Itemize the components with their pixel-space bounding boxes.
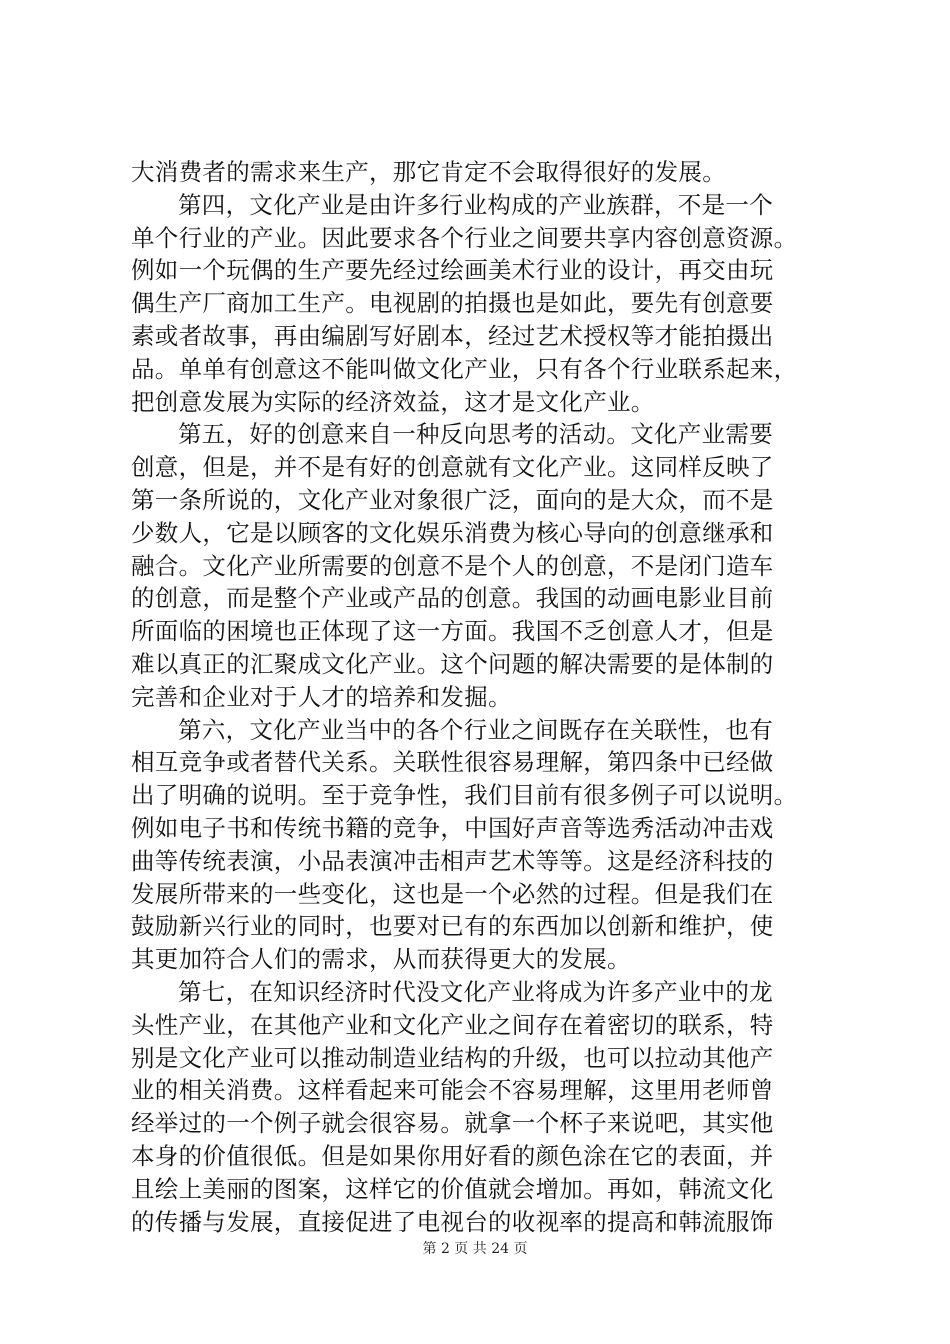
text-line: 别是文化产业可以推动制造业结构的升级，也可以拉动其他产 (131, 1043, 774, 1072)
text-line: 出了明确的说明。至于竞争性，我们目前有很多例子可以说明。 (131, 781, 798, 810)
paragraph-start-line: 第七，在知识经济时代没文化产业将成为许多产业中的龙 (178, 977, 773, 1006)
body-text (131, 156, 831, 1238)
text-line: 的传播与发展，直接促进了电视台的收视率的提高和韩流服饰 (131, 1207, 774, 1236)
paragraph-start-line: 第四，文化产业是由许多行业构成的产业族群，不是一个 (178, 190, 773, 219)
text-line: 发展所带来的一些变化，这也是一个必然的过程。但是我们在 (131, 879, 774, 908)
text-line: 经举过的一个例子就会很容易。就拿一个杯子来说吧，其实他 (131, 1109, 774, 1138)
text-line: 曲等传统表演，小品表演冲击相声艺术等等。这是经济科技的 (131, 846, 774, 875)
text-line: 例如电子书和传统书籍的竞争，中国好声音等选秀活动冲击戏 (131, 813, 774, 842)
text-line: 相互竞争或者替代关系。关联性很容易理解，第四条中已经做 (131, 748, 774, 777)
text-line: 其更加符合人们的需求，从而获得更大的发展。 (131, 945, 631, 974)
text-line: 难以真正的汇聚成文化产业。这个问题的解决需要的是体制的 (131, 649, 774, 678)
paragraph-start-line: 第六，文化产业当中的各个行业之间既存在关联性，也有 (178, 715, 773, 744)
text-line: 创意，但是，并不是有好的创意就有文化产业。这同样反映了 (131, 453, 774, 482)
text-line: 所面临的困境也正体现了这一方面。我国不乏创意人才，但是 (131, 617, 774, 646)
text-line: 完善和企业对于人才的培养和发掘。 (131, 682, 512, 711)
text-line: 业的相关消费。这样看起来可能会不容易理解，这里用老师曾 (131, 1076, 774, 1105)
page-number-footer: 第 2 页 共 24 页 (422, 1241, 528, 1257)
text-line: 品。单单有创意这不能叫做文化产业，只有各个行业联系起来， (131, 354, 798, 383)
text-line: 融合。文化产业所需要的创意不是个人的创意，不是闭门造车 (131, 551, 774, 580)
text-line: 少数人，它是以顾客的文化娱乐消费为核心导向的创意继承和 (131, 518, 774, 547)
text-line: 头性产业，在其他产业和文化产业之间存在着密切的联系，特 (131, 1010, 774, 1039)
text-line: 第一条所说的，文化产业对象很广泛，面向的是大众，而不是 (131, 485, 774, 514)
text-line: 单个行业的产业。因此要求各个行业之间要共享内容创意资源。 (131, 223, 798, 252)
text-line: 偶生产厂商加工生产。电视剧的拍摄也是如此，要先有创意要 (131, 289, 774, 318)
text-line: 把创意发展为实际的经济效益，这才是文化产业。 (131, 387, 655, 416)
text-line: 大消费者的需求来生产，那它肯定不会取得很好的发展。 (131, 158, 726, 186)
text-line: 素或者故事，再由编剧写好剧本，经过艺术授权等才能拍摄出 (131, 321, 774, 350)
text-line: 本身的价值很低。但是如果你用好看的颜色涂在它的表面，并 (131, 1141, 774, 1170)
text-line: 例如一个玩偶的生产要先经过绘画美术行业的设计，再交由玩 (131, 256, 774, 285)
text-line: 且绘上美丽的图案，这样它的价值就会增加。再如，韩流文化 (131, 1174, 774, 1203)
paragraph-start-line: 第五，好的创意来自一种反向思考的活动。文化产业需要 (178, 420, 773, 449)
text-line: 的创意，而是整个产业或产品的创意。我国的动画电影业目前 (131, 584, 774, 613)
text-line: 鼓励新兴行业的同时，也要对已有的东西加以创新和维护，使 (131, 912, 774, 941)
